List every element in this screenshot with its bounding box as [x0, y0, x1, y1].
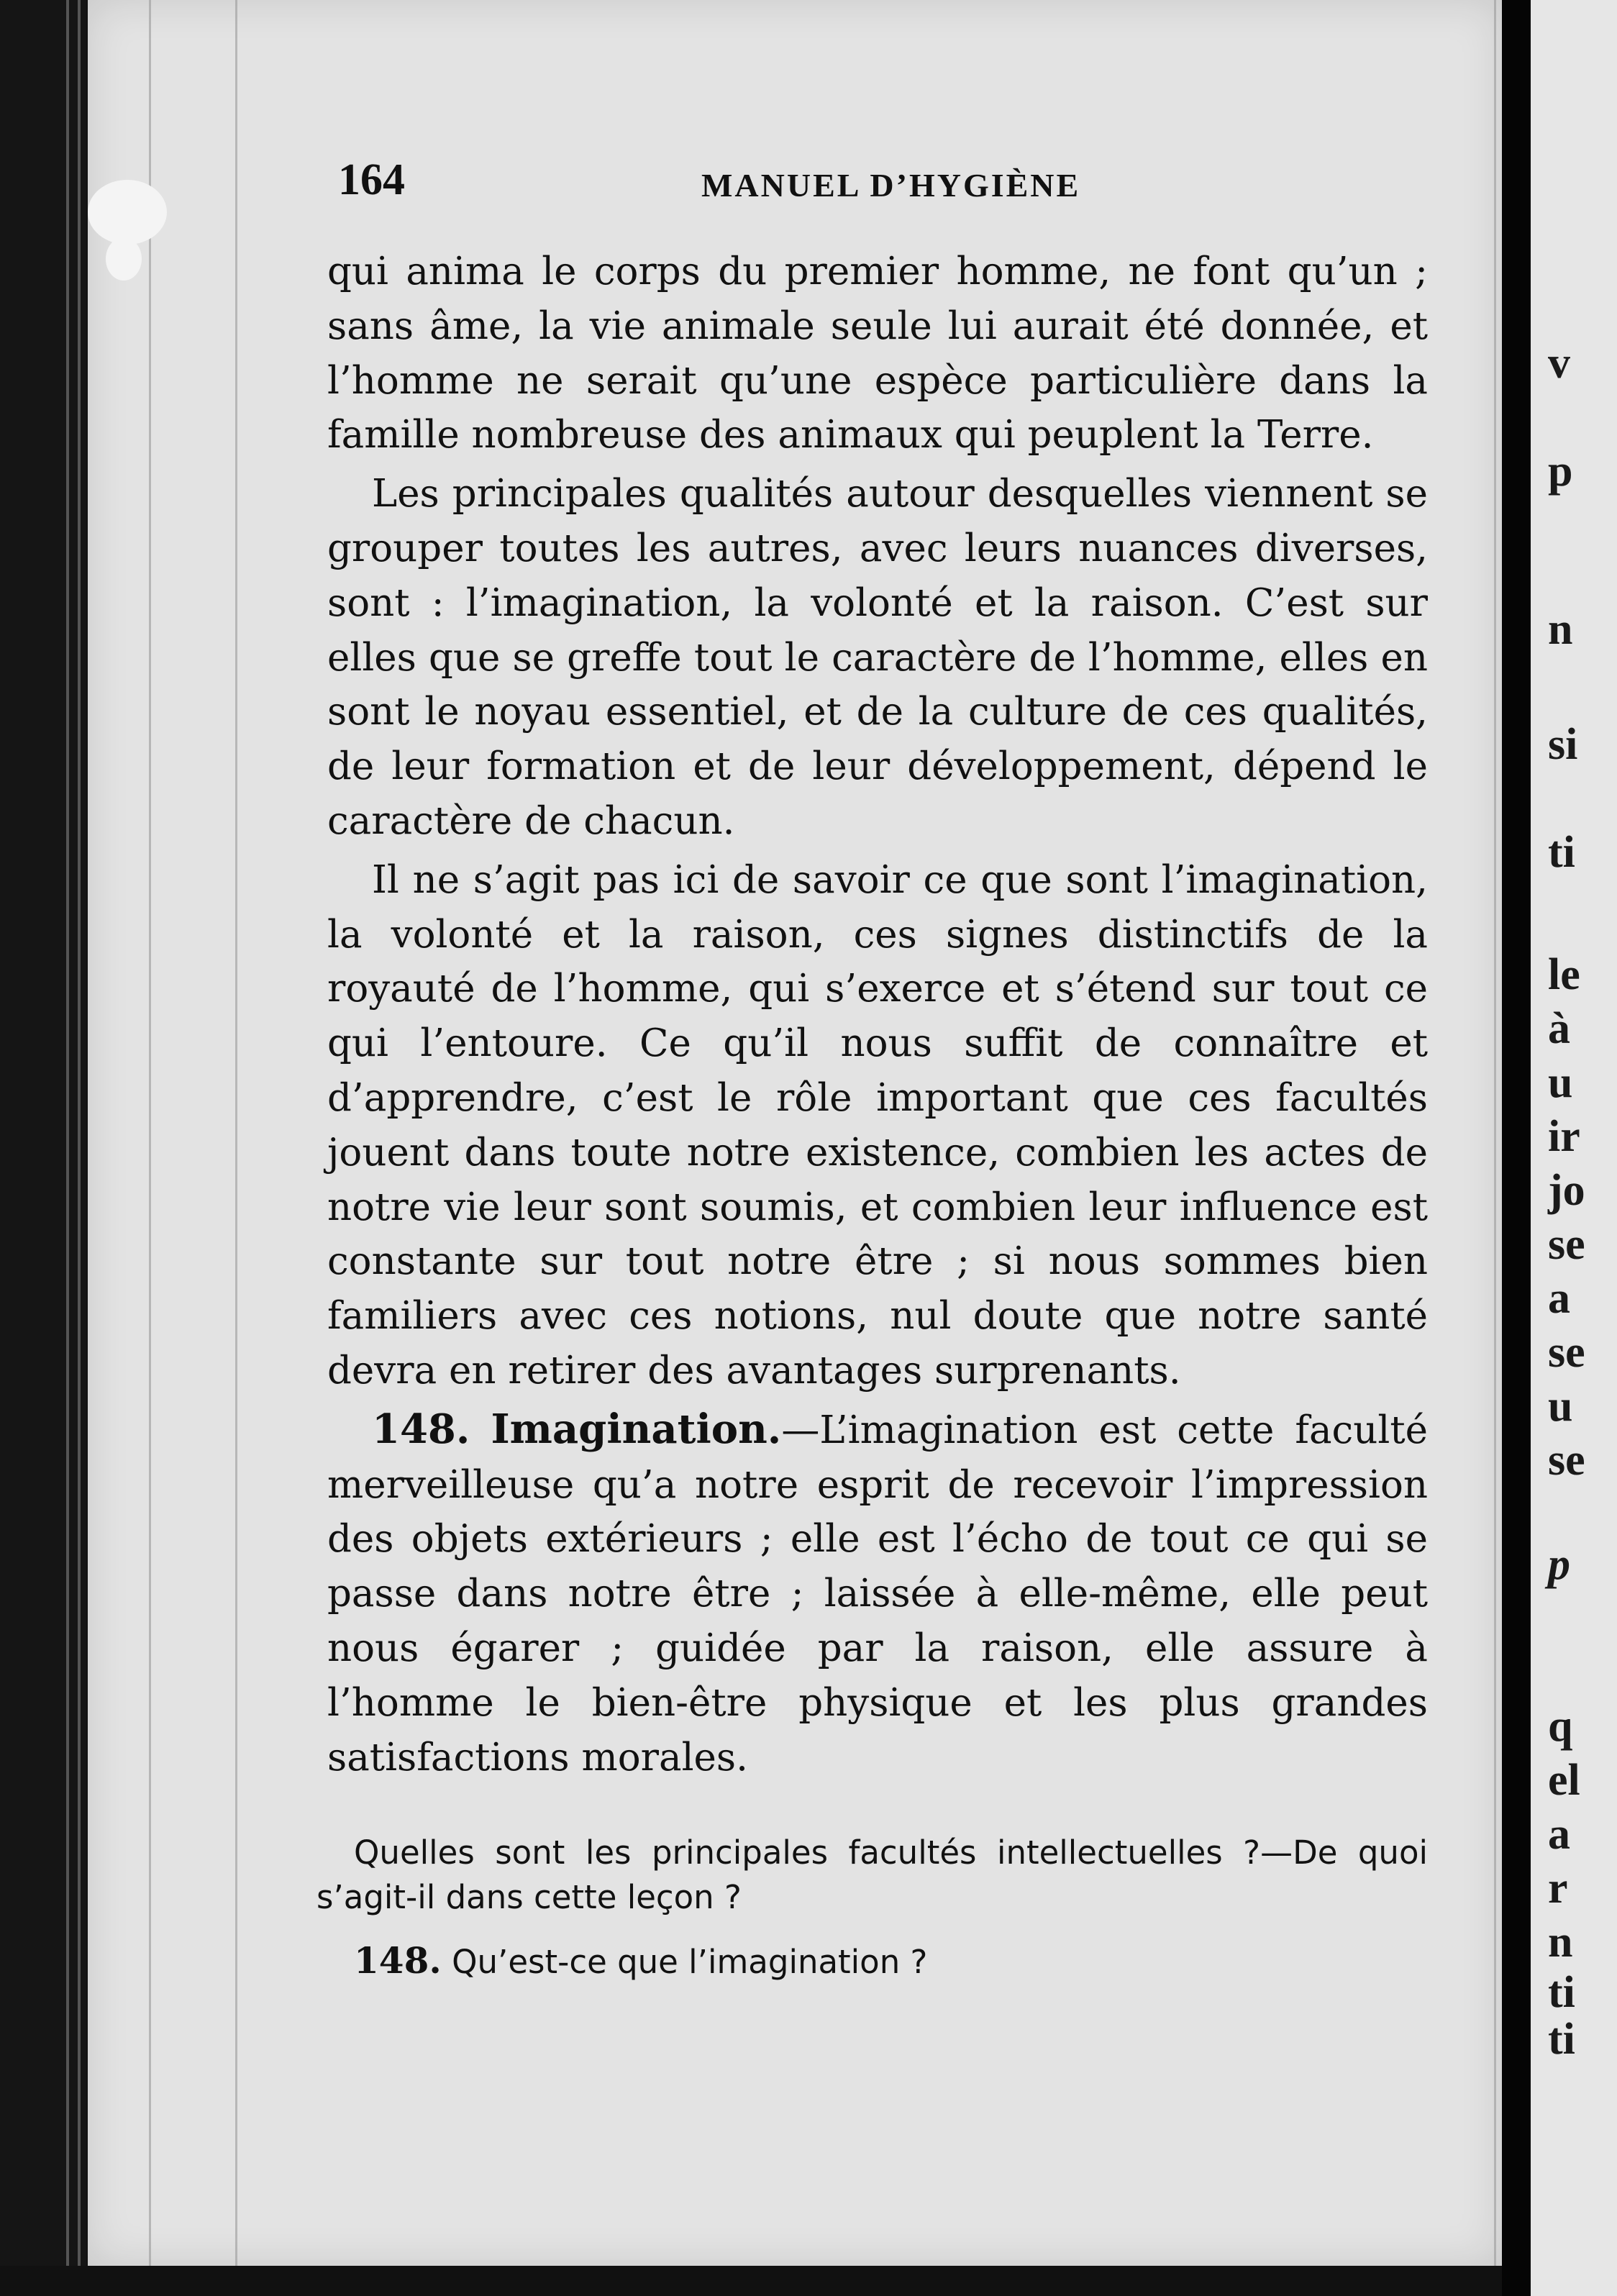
running-head: MANUEL D’HYGIÈNE: [701, 167, 1081, 204]
review-question: Quelles sont les principales facultés intellectuelles ?—De quoi s’agit-il dans cette leçon ?: [316, 1833, 1428, 1916]
facing-page-fragment: el: [1548, 1756, 1580, 1805]
facing-page-fragment: jo: [1548, 1166, 1585, 1215]
book-binding: [0, 0, 86, 2296]
facing-page-edge: [1531, 0, 1617, 2296]
facing-page-fragment: se: [1548, 1220, 1585, 1269]
facing-page-fragment: u: [1548, 1058, 1573, 1107]
page-number: 164: [338, 155, 405, 204]
facing-page-fragment: à: [1548, 1004, 1570, 1053]
section-text: —L’imagination est cette faculté merveilleuse qu’a notre esprit de recevoir l’impression des objets extérieurs ; elle est l’écho de tout ce qui se passe dans notre être ; laissée à elle-même, elle peut nous égarer ; guidée par la raison, elle assure à l’homme le bien-être physique et les plus grandes satisfactions morales.: [327, 1408, 1428, 1780]
facing-page-fragment: r: [1548, 1864, 1568, 1913]
facing-page-fragment: si: [1548, 720, 1578, 769]
facing-page-fragment: ir: [1548, 1112, 1580, 1161]
question-number: 148.: [354, 1939, 442, 1982]
facing-page-fragment: p: [1548, 1540, 1570, 1589]
page-edge-line: [149, 0, 151, 2266]
scan-bottom-border: [0, 2266, 1502, 2296]
binding-rule: [78, 0, 81, 2296]
facing-page-fragment: a: [1548, 1274, 1570, 1323]
question-text: Qu’est-ce que l’imagination ?: [452, 1943, 928, 1981]
page-edge-line: [235, 0, 237, 2266]
page-edge-line: [1494, 0, 1496, 2266]
paragraph: Les principales qualités autour desquelles viennent se grouper toutes les autres, avec leurs nuances diverses, sont : l’imagination, la volonté et la raison. C’est sur elles que se greffe tout le caractère de l’homme, elles en sont le noyau essentiel, et de la culture de ces qualités, de leur formation et de leur développement, dépend le caractère de chacun.: [327, 472, 1428, 843]
paper-damage-mark: [106, 237, 142, 281]
review-question: [316, 1939, 1428, 1985]
paper-damage-mark: [88, 180, 167, 245]
paragraph-continuation: qui anima le corps du premier homme, ne font qu’un ; sans âme, la vie animale seule lui aurait été donnée, et l’homme ne serait qu’une espèce particulière dans la famille nombreuse des animaux qui peuplent la Terre.: [327, 250, 1428, 457]
facing-page-fragment: a: [1548, 1810, 1570, 1859]
binding-rule: [66, 0, 69, 2296]
paragraph: Il ne s’agit pas ici de savoir ce que sont l’imagination, la volonté et la raison, ces signes distinctifs de la royauté de l’homme, qui s’exerce et s’étend sur tout ce qui l’entoure. Ce qu’il nous suffit de connaître et d’apprendre, c’est le rôle important que ces facultés jouent dans toute notre existence, combien les actes de notre vie leur sont soumis, et combien leur influence est constante sur tout notre être ; si nous sommes bien familiers avec ces notions, nul doute que notre santé devra en retirer des avantages surprenants.: [327, 857, 1428, 1393]
facing-page-fragment: ti: [1548, 1968, 1575, 2017]
page-header: [338, 155, 1431, 212]
section-number: 148.: [372, 1405, 470, 1453]
facing-page-fragment: ti: [1548, 828, 1575, 877]
facing-page-fragment: p: [1548, 447, 1573, 496]
body-text: [327, 245, 1428, 1785]
facing-page-fragment: q: [1548, 1702, 1573, 1751]
facing-page-fragment: u: [1548, 1382, 1573, 1431]
facing-page-fragment: se: [1548, 1436, 1585, 1485]
review-questions: [316, 1831, 1428, 1985]
page-gutter: [1502, 0, 1531, 2296]
facing-page-fragment: v: [1548, 339, 1570, 388]
facing-page-fragment: se: [1548, 1328, 1585, 1377]
section-paragraph: [327, 1403, 1428, 1785]
facing-page-fragment: ti: [1548, 2015, 1575, 2064]
facing-page-fragment: le: [1548, 950, 1580, 999]
section-heading: Imagination.: [491, 1405, 782, 1453]
facing-page-fragment: n: [1548, 605, 1573, 654]
facing-page-fragment: n: [1548, 1918, 1573, 1967]
